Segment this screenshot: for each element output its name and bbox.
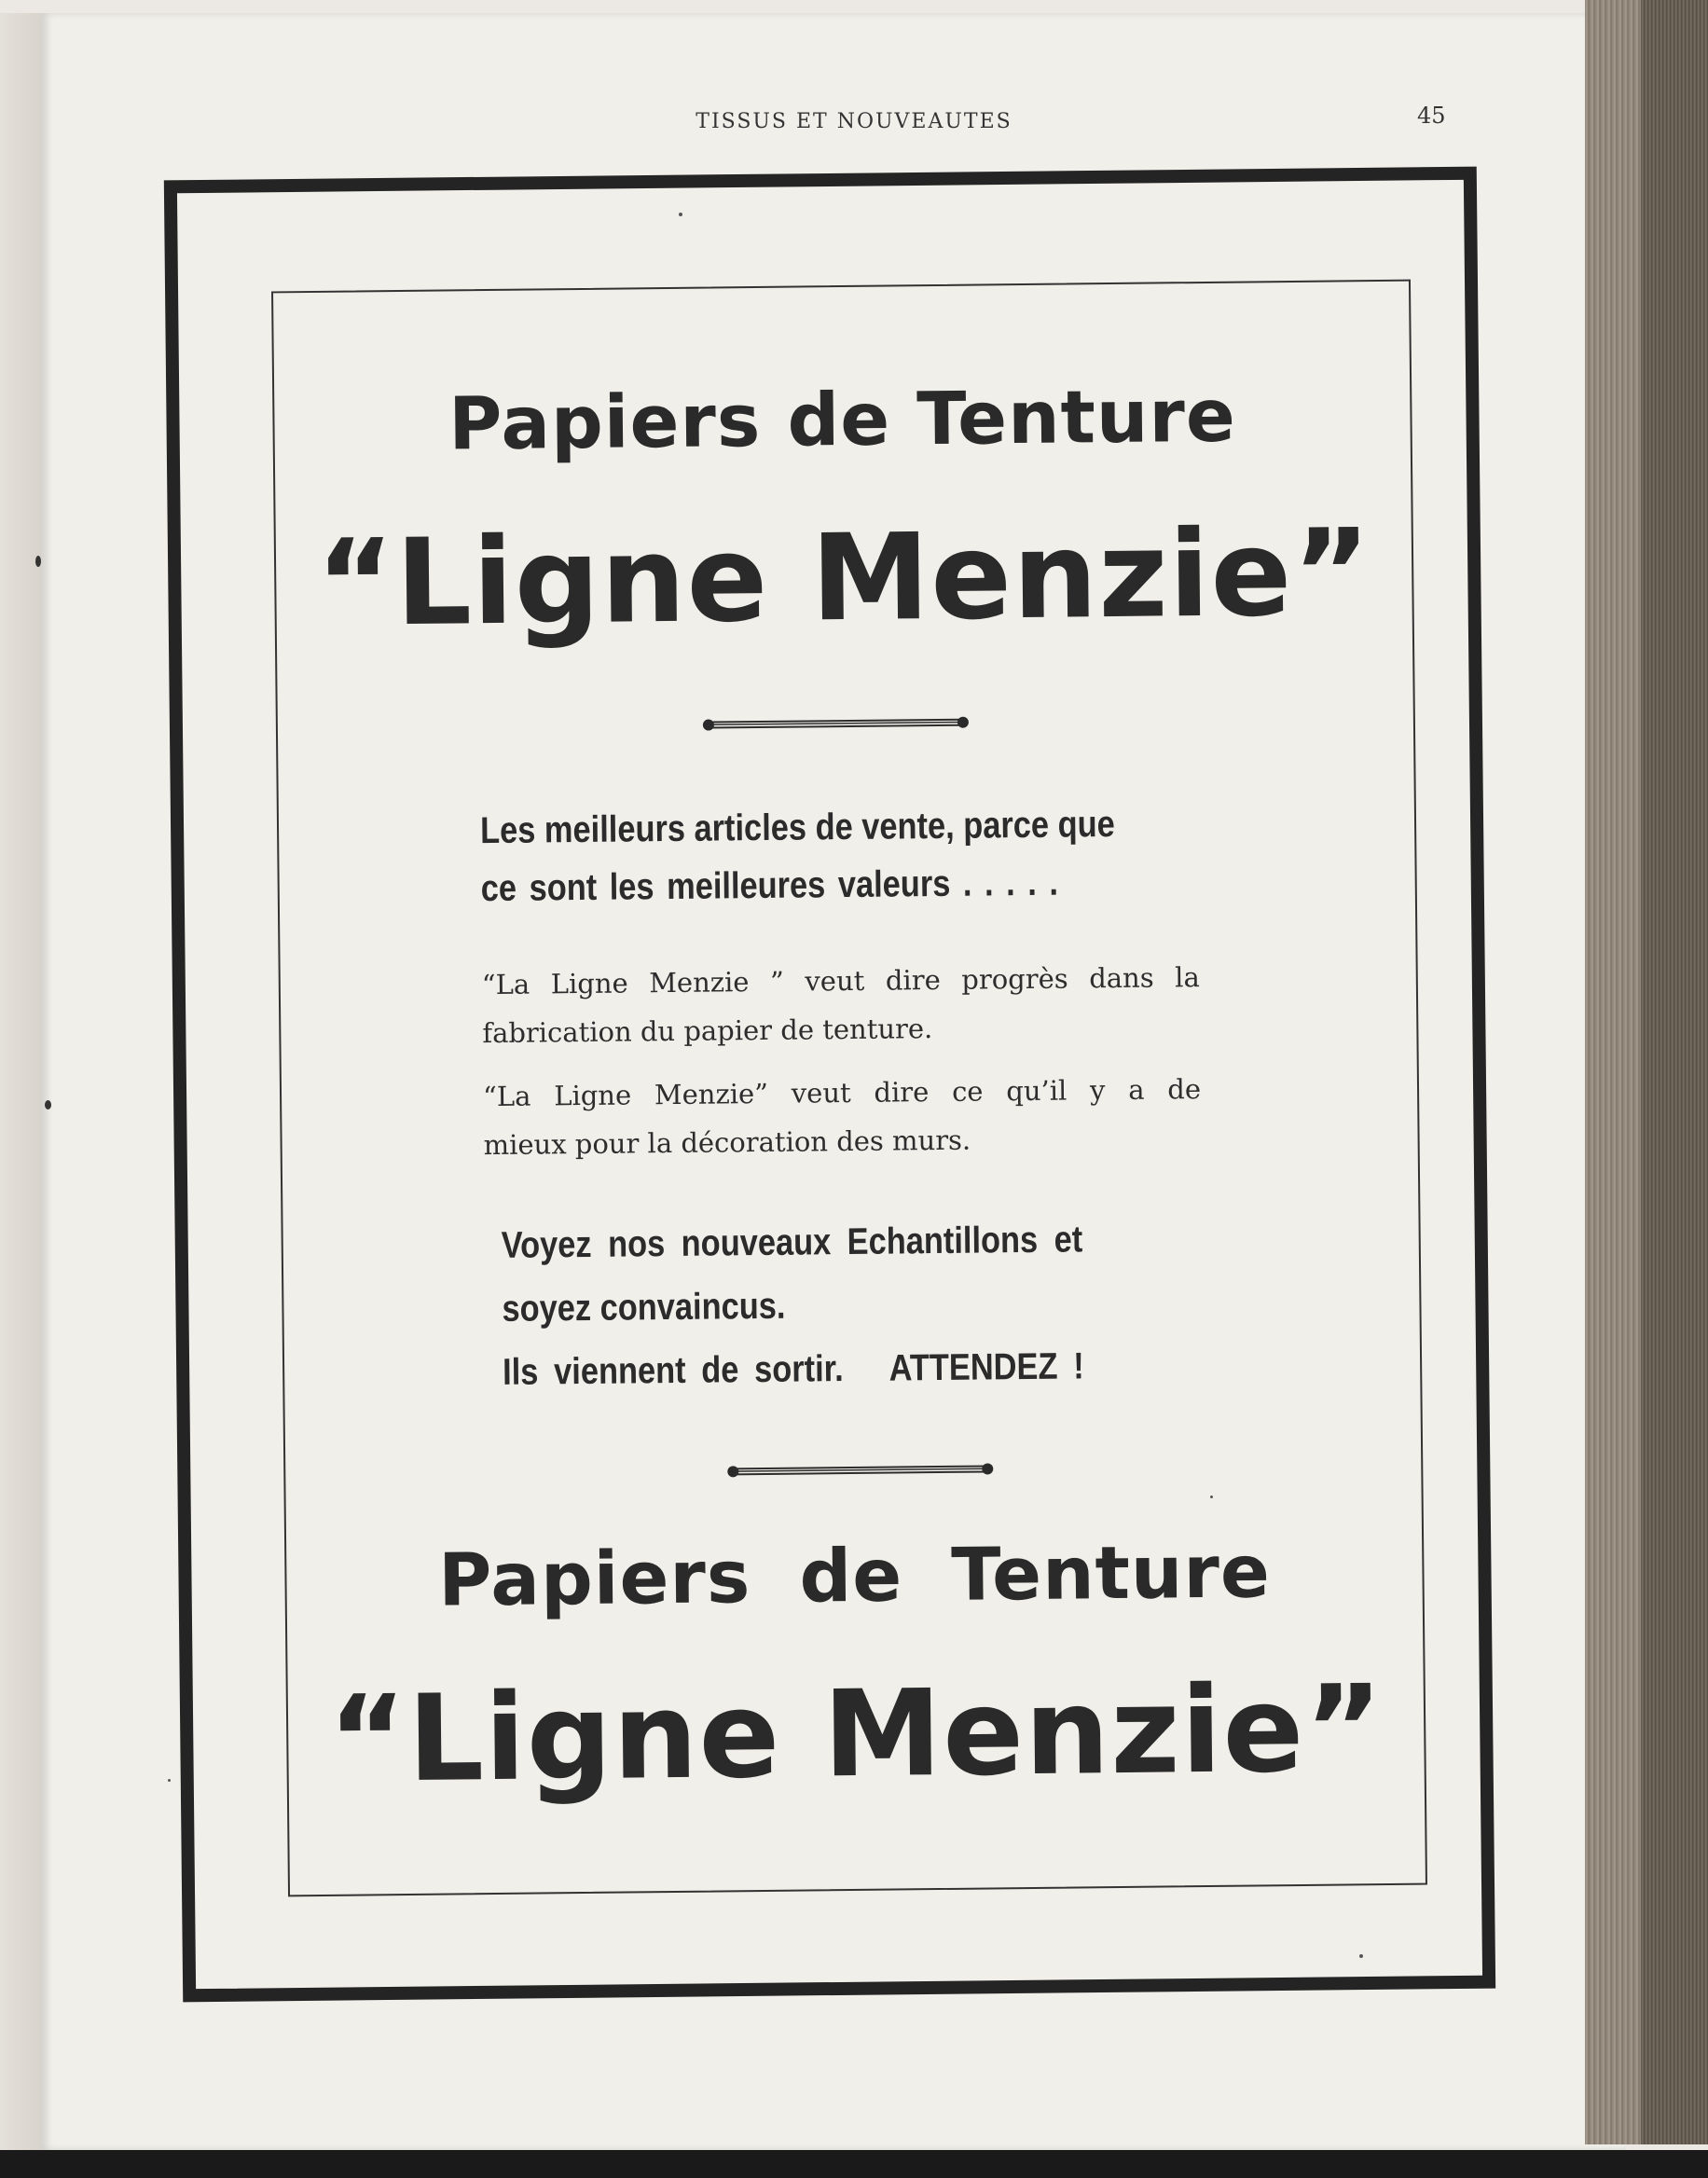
top-heading-small: Papiers de Tenture — [448, 374, 1237, 467]
scanner-bottom-band — [0, 2150, 1708, 2178]
claim-one-line: fabrication du papier de tenture. — [482, 1013, 933, 1050]
running-head: TISSUS ET NOUVEAUTES — [696, 110, 1012, 133]
margin-speck — [35, 556, 41, 567]
advertisement — [271, 280, 1427, 1897]
book-cover-edge — [1641, 0, 1708, 2144]
claim-two-line: mieux pour la décoration des murs. — [483, 1123, 971, 1162]
call-to-action-line: Ils viennent de sortir. ATTENDEZ ! — [502, 1345, 1084, 1393]
rule-end-dot — [957, 717, 969, 728]
bottom-heading-small: Papiers de Tenture — [437, 1530, 1272, 1623]
bottom-heading-big: “Ligne Menzie” — [327, 1660, 1385, 1810]
call-to-action-line: soyez convaincus. — [502, 1285, 786, 1330]
print-speck — [168, 1779, 171, 1782]
call-to-action-line: Voyez nos nouveaux Echantillons et — [501, 1219, 1083, 1266]
claim-two-line: “La Ligne Menzie” veut dire ce qu’il y a de — [482, 1073, 1202, 1113]
call-to-action-paragraph — [501, 1207, 1084, 1404]
bottom-ornamental-rule — [727, 1462, 993, 1478]
intro-line: ce sont les meilleures valeurs . . . . . — [480, 862, 1059, 910]
claim-one-line: “La Ligne Menzie ” veut dire progrès dans la — [481, 961, 1200, 1001]
rule-bar — [709, 719, 963, 729]
margin-speck — [45, 1100, 51, 1110]
print-speck — [1210, 1496, 1213, 1498]
page-number: 45 — [1417, 103, 1446, 129]
rule-bar — [733, 1465, 987, 1475]
left-page-edge — [0, 13, 41, 2150]
print-speck — [1359, 1954, 1363, 1958]
print-speck — [679, 213, 682, 216]
claim-paragraph-one — [482, 953, 1201, 1057]
intro-line: Les meilleurs articles de vente, parce que — [479, 804, 1115, 852]
rule-end-dot — [982, 1463, 993, 1474]
intro-paragraph — [479, 796, 1115, 917]
top-heading-big: “Ligne Menzie” — [315, 503, 1373, 654]
top-ornamental-rule — [703, 716, 969, 732]
claim-paragraph-two — [483, 1065, 1202, 1169]
